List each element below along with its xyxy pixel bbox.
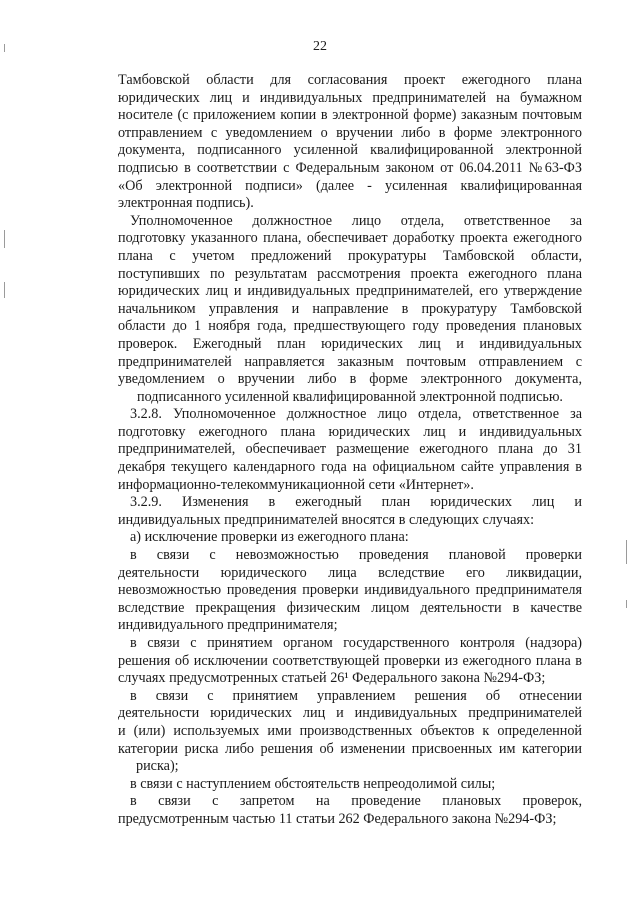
text-line: юридических лиц и индивидуальных предпринимателей, его утверждение — [118, 283, 582, 300]
text-line: предпринимателей, обеспечивает размещение ежегодного плана до 31 — [118, 441, 582, 458]
text-line: плана с учетом предложений прокуратуры Тамбовской области, — [118, 247, 582, 264]
text-line: проверок. Ежегодный план юридических лиц и индивидуальных — [118, 335, 582, 352]
text-line: индивидуальных предпринимателей вносятся в следующих случаях: — [118, 511, 535, 528]
text-line: в связи с запретом на проведение плановых проверок, — [130, 793, 582, 810]
text-line: риска); — [136, 758, 179, 775]
text-line: и (или) используемых ими производственных объектов к определенной — [118, 722, 582, 739]
text-line: в связи с принятием органом государственного контроля (надзора) — [130, 635, 582, 651]
text-line: Уполномоченное должностное лицо отдела, ответственное за — [130, 212, 582, 229]
text-line: в связи с наступлением обстоятельств непреодолимой силы; — [130, 775, 496, 792]
text-line: а) исключение проверки из ежегодного плана: — [130, 529, 409, 546]
text-line: поступивших по результатам рассмотрения проекта ежегодного плана — [118, 265, 582, 282]
scan-margin-mark — [4, 44, 5, 52]
text-line: в связи с принятием управлением решения об отнесении — [130, 687, 582, 704]
page-number: 22 — [313, 39, 327, 54]
scan-margin-mark — [4, 282, 5, 298]
scan-margin-mark — [4, 230, 5, 248]
text-line: подписанного усиленной квалифицированной электронной подписью. — [137, 388, 563, 405]
text-line: решения об исключении соответствующей проверки из ежегодного плана в — [118, 652, 582, 669]
text-line: в связи с невозможностью проведения плановой проверки — [130, 547, 582, 564]
text-line: подготовку ежегодного плана юридических лиц и индивидуальных — [118, 423, 582, 440]
text-line: «Об электронной подписи» (далее - усиленная квалифицированная — [118, 177, 582, 194]
text-line: деятельности юридического лица вследствие его ликвидации, — [118, 564, 582, 581]
text-line: предпринимателей направляется заказным почтовым отправлением с — [118, 353, 582, 370]
text-line: области до 1 ноября года, предшествующего году проведения плановых — [118, 318, 582, 335]
document-body — [118, 72, 582, 829]
text-line: носителе (с приложением копии в электронной форме) заказным почтовым — [118, 107, 582, 124]
scan-margin-mark — [626, 540, 627, 564]
text-line: категории риска либо решения об изменении присвоенных им категории — [118, 740, 582, 757]
text-line: документа, подписанного усиленной квалифицированной электронной — [118, 142, 582, 159]
text-line: случаях предусмотренных статьей 26¹ Федерального закона №294-ФЗ; — [118, 670, 546, 687]
text-line: уведомлением о вручении либо в форме электронного документа, — [118, 371, 582, 388]
text-line: предусмотренным частью 11 статьи 262 Федерального закона №294-ФЗ; — [118, 810, 557, 827]
scan-margin-mark — [626, 600, 627, 608]
text-line: вследствие прекращения физическим лицом деятельности в качестве — [118, 599, 582, 616]
text-line: электронная подпись). — [118, 195, 254, 212]
text-line: начальником управления и направление в прокуратуру Тамбовской — [118, 300, 582, 317]
text-line: невозможностью проведения проверки индивидуального предпринимателя — [118, 582, 582, 599]
text-line: индивидуального предпринимателя; — [118, 617, 338, 634]
text-line: юридических лиц и индивидуальных предпринимателей на бумажном — [118, 89, 582, 106]
text-line: подготовку указанного плана, обеспечивает доработку проекта ежегодного — [118, 230, 582, 247]
text-line: подписью в соответствии с Федеральным законом от 06.04.2011 №63-ФЗ — [118, 159, 582, 176]
text-line: информационно-телекоммуникационной сети «Интернет». — [118, 476, 474, 493]
text-line: 3.2.8. Уполномоченное должностное лицо отдела, ответственное за — [130, 406, 582, 423]
text-line: декабря текущего календарного года на официальном сайте управления в — [118, 459, 582, 476]
text-line: 3.2.9. Изменения в ежегодный план юридических лиц и — [130, 494, 582, 511]
text-line: Тамбовской области для согласования проект ежегодного плана — [118, 72, 582, 88]
text-line: отправлением с уведомлением о вручении либо в форме электронного — [118, 124, 582, 141]
text-line: деятельности юридических лиц и индивидуальных предпринимателей — [118, 705, 582, 722]
